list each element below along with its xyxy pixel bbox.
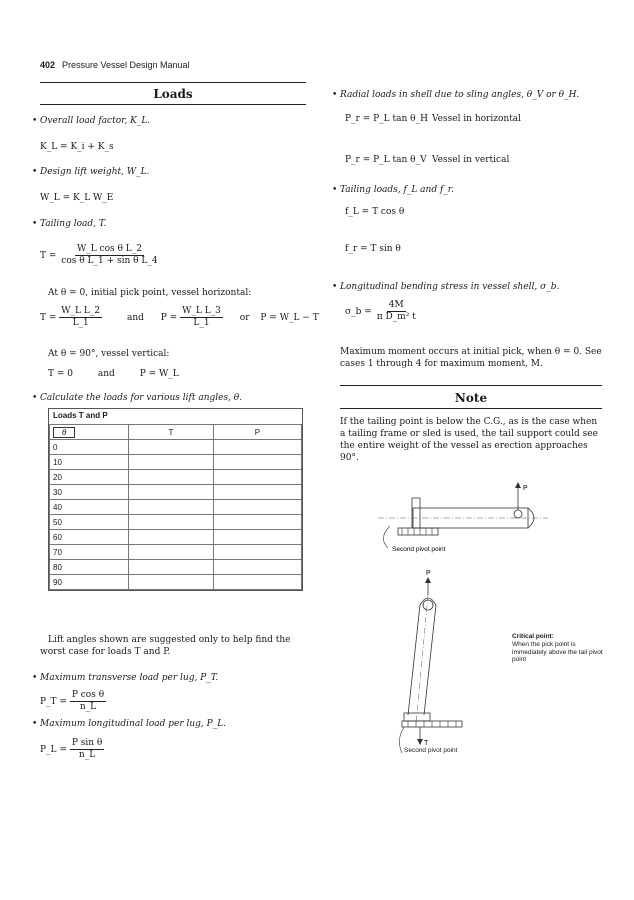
pr-horizontal-eq: P_r = P_L tan θ_H bbox=[345, 114, 428, 124]
arrow-down-icon bbox=[417, 739, 423, 745]
theta-cell: 0 bbox=[50, 440, 129, 455]
at-theta-0-text: At θ = 0, initial pick point, vessel horizontal: bbox=[48, 288, 252, 298]
vertical-pick-figure bbox=[390, 565, 470, 775]
pl-lhs: P_L = bbox=[40, 745, 67, 755]
table-row bbox=[50, 515, 302, 530]
wl-equation: W_L = K_L W_E bbox=[40, 193, 114, 203]
fig2-p-label: P bbox=[426, 570, 431, 577]
pt-equation bbox=[40, 690, 106, 713]
table-row bbox=[50, 560, 302, 575]
p-cell bbox=[213, 545, 301, 560]
tailing-load-heading: • Tailing load, T. bbox=[40, 218, 106, 230]
pr-horizontal-desc: Vessel in horizontal bbox=[432, 114, 522, 124]
fig2-t-label: T bbox=[424, 740, 429, 747]
p-cell bbox=[213, 470, 301, 485]
fig2-centerline bbox=[416, 595, 428, 725]
tailing-loads-heading: • Tailing loads, f_L and f_r. bbox=[340, 184, 454, 196]
theta-cell: 90 bbox=[50, 575, 129, 590]
pl-equation bbox=[40, 738, 104, 761]
note-body: If the tailing point is below the C.G., as is the case when a tailing frame or sled is used, the tail support could see the entire weight of the vessel as erection approaches 90°. bbox=[340, 417, 598, 463]
critical-point-title: Critical point: bbox=[512, 633, 554, 640]
table-row bbox=[50, 470, 302, 485]
p-cell bbox=[213, 560, 301, 575]
calc-loads-heading: • Calculate the loads for various lift angles, θ. bbox=[40, 392, 242, 404]
fl-equation: f_L = T cos θ bbox=[345, 207, 405, 217]
note-bottom-rule bbox=[340, 408, 602, 409]
fr-equation: f_r = T sin θ bbox=[345, 244, 401, 254]
theta-cell: 60 bbox=[50, 530, 129, 545]
pivot-leader bbox=[383, 526, 390, 548]
sigma-fraction bbox=[375, 300, 418, 323]
table-header-p: P bbox=[213, 425, 301, 440]
fig2-pivot-label: Second pivot point bbox=[404, 747, 458, 754]
t-cell bbox=[129, 515, 214, 530]
table-row bbox=[50, 545, 302, 560]
theta-cell: 40 bbox=[50, 500, 129, 515]
kl-equation: K_L = K_i + K_s bbox=[40, 142, 114, 152]
table-header-theta: θ bbox=[50, 425, 129, 440]
max-moment-text: Maximum moment occurs at initial pick, when θ = 0. See cases 1 through 4 for maximum moment, M. bbox=[340, 347, 602, 369]
sigma-den: π D_m² t bbox=[376, 312, 416, 322]
skid-hatching bbox=[402, 528, 432, 535]
sigma-lhs: σ_b = bbox=[345, 307, 372, 317]
p-cell bbox=[213, 500, 301, 515]
design-lift-weight-heading: • Design lift weight, W_L. bbox=[40, 166, 149, 178]
and-text-2: and bbox=[97, 369, 115, 379]
p-cell bbox=[213, 575, 301, 590]
p-cell bbox=[213, 485, 301, 500]
arrow-up-icon bbox=[425, 577, 431, 583]
pt-den: n_L bbox=[79, 702, 97, 712]
loads-table bbox=[48, 408, 303, 591]
p-fraction bbox=[180, 306, 223, 329]
vessel-top-head bbox=[420, 598, 436, 605]
pt-fraction bbox=[70, 690, 106, 713]
t-cell bbox=[129, 455, 214, 470]
section-title: Loads bbox=[153, 87, 193, 101]
section-bottom-rule bbox=[40, 104, 306, 105]
t-cell bbox=[129, 440, 214, 455]
note-top-rule bbox=[340, 385, 602, 386]
tailing-eq-num: W_L cos θ L_2 bbox=[76, 244, 142, 254]
lift-angles-note: Lift angles shown are suggested only to help find the worst case for loads T and P. bbox=[40, 635, 291, 657]
t-cell bbox=[129, 545, 214, 560]
sigma-equation bbox=[345, 300, 418, 323]
p-den: L_1 bbox=[193, 318, 210, 328]
tailing-eq-fraction bbox=[59, 244, 159, 267]
t-cell bbox=[129, 500, 214, 515]
table-row bbox=[50, 455, 302, 470]
pick-point-equations bbox=[40, 306, 319, 329]
p-lhs: P = bbox=[160, 313, 178, 323]
p-wl: P = W_L bbox=[139, 369, 179, 379]
pl-den: n_L bbox=[78, 750, 96, 760]
section-top-rule bbox=[40, 82, 306, 83]
pt-num: P cos θ bbox=[71, 690, 105, 700]
p-cell bbox=[213, 455, 301, 470]
horizontal-pick-figure bbox=[358, 478, 558, 558]
t-fraction bbox=[59, 306, 102, 329]
table-row bbox=[50, 575, 302, 590]
p-num: W_L L_3 bbox=[182, 306, 221, 316]
long-bending-heading: • Longitudinal bending stress in vessel shell, σ_b. bbox=[340, 281, 559, 293]
and-text-1: and bbox=[126, 313, 144, 323]
p-cell bbox=[213, 515, 301, 530]
max-longitudinal-heading: • Maximum longitudinal load per lug, P_L. bbox=[40, 718, 226, 730]
pt-lhs: P_T = bbox=[40, 697, 67, 707]
arrow-up-icon bbox=[515, 482, 521, 488]
table-row bbox=[50, 485, 302, 500]
t-lhs: T = bbox=[40, 313, 57, 323]
fig2-lug bbox=[423, 600, 433, 610]
overall-load-factor-heading: • Overall load factor, K_L. bbox=[40, 115, 150, 127]
t-zero: T = 0 bbox=[48, 369, 73, 379]
tailing-eq-lhs: T = bbox=[40, 251, 57, 261]
pl-num: P sin θ bbox=[71, 738, 103, 748]
t-cell bbox=[129, 575, 214, 590]
t-cell bbox=[129, 470, 214, 485]
page-number: 402 bbox=[40, 60, 56, 70]
theta-cell: 30 bbox=[50, 485, 129, 500]
theta-cell: 50 bbox=[50, 515, 129, 530]
t-cell bbox=[129, 560, 214, 575]
pr-vertical-eq: P_r = P_L tan θ_V bbox=[345, 155, 427, 165]
table-row bbox=[50, 440, 302, 455]
p-cell bbox=[213, 440, 301, 455]
at-theta-90-text: At θ = 90°, vessel vertical: bbox=[48, 349, 170, 359]
t-num: W_L L_2 bbox=[61, 306, 101, 316]
pr-vertical-desc: Vessel in vertical bbox=[432, 155, 510, 165]
loads-table-caption: Loads T and P bbox=[53, 411, 108, 420]
theta-cell: 20 bbox=[50, 470, 129, 485]
pl-fraction bbox=[70, 738, 105, 761]
t-den: L_1 bbox=[72, 318, 89, 328]
theta-cell: 10 bbox=[50, 455, 129, 470]
fig1-pivot-label: Second pivot point bbox=[392, 546, 446, 553]
radial-loads-heading: • Radial loads in shell due to sling angles, θ_V or θ_H. bbox=[340, 89, 602, 101]
vessel-shell-vertical bbox=[408, 605, 436, 715]
theta-cell: 70 bbox=[50, 545, 129, 560]
fig1-p-label: P bbox=[523, 485, 528, 492]
p-eq2: P = W_L − T bbox=[260, 313, 319, 323]
table-body bbox=[50, 440, 302, 590]
t-cell bbox=[129, 530, 214, 545]
loads-table-grid bbox=[49, 424, 302, 590]
table-row bbox=[50, 530, 302, 545]
critical-point-body: When the pick point is immediately above the tail pivot point bbox=[512, 641, 603, 663]
table-header-t: T bbox=[129, 425, 214, 440]
sigma-num: 4M bbox=[388, 300, 404, 310]
vertical-equations bbox=[48, 369, 179, 379]
p-cell bbox=[213, 530, 301, 545]
fig2-skid-hatching bbox=[408, 721, 456, 727]
note-title: Note bbox=[454, 391, 488, 405]
lifting-lug bbox=[514, 510, 522, 518]
table-header-row bbox=[50, 425, 302, 440]
tailing-equation bbox=[40, 244, 160, 267]
max-transverse-heading: • Maximum transverse load per lug, P_T. bbox=[40, 672, 218, 684]
t-cell bbox=[129, 485, 214, 500]
table-row bbox=[50, 500, 302, 515]
tailing-eq-den: cos θ L_1 + sin θ L_4 bbox=[61, 256, 158, 266]
theta-cell: 80 bbox=[50, 560, 129, 575]
or-text: or bbox=[239, 313, 250, 323]
book-title: Pressure Vessel Design Manual bbox=[62, 60, 190, 70]
